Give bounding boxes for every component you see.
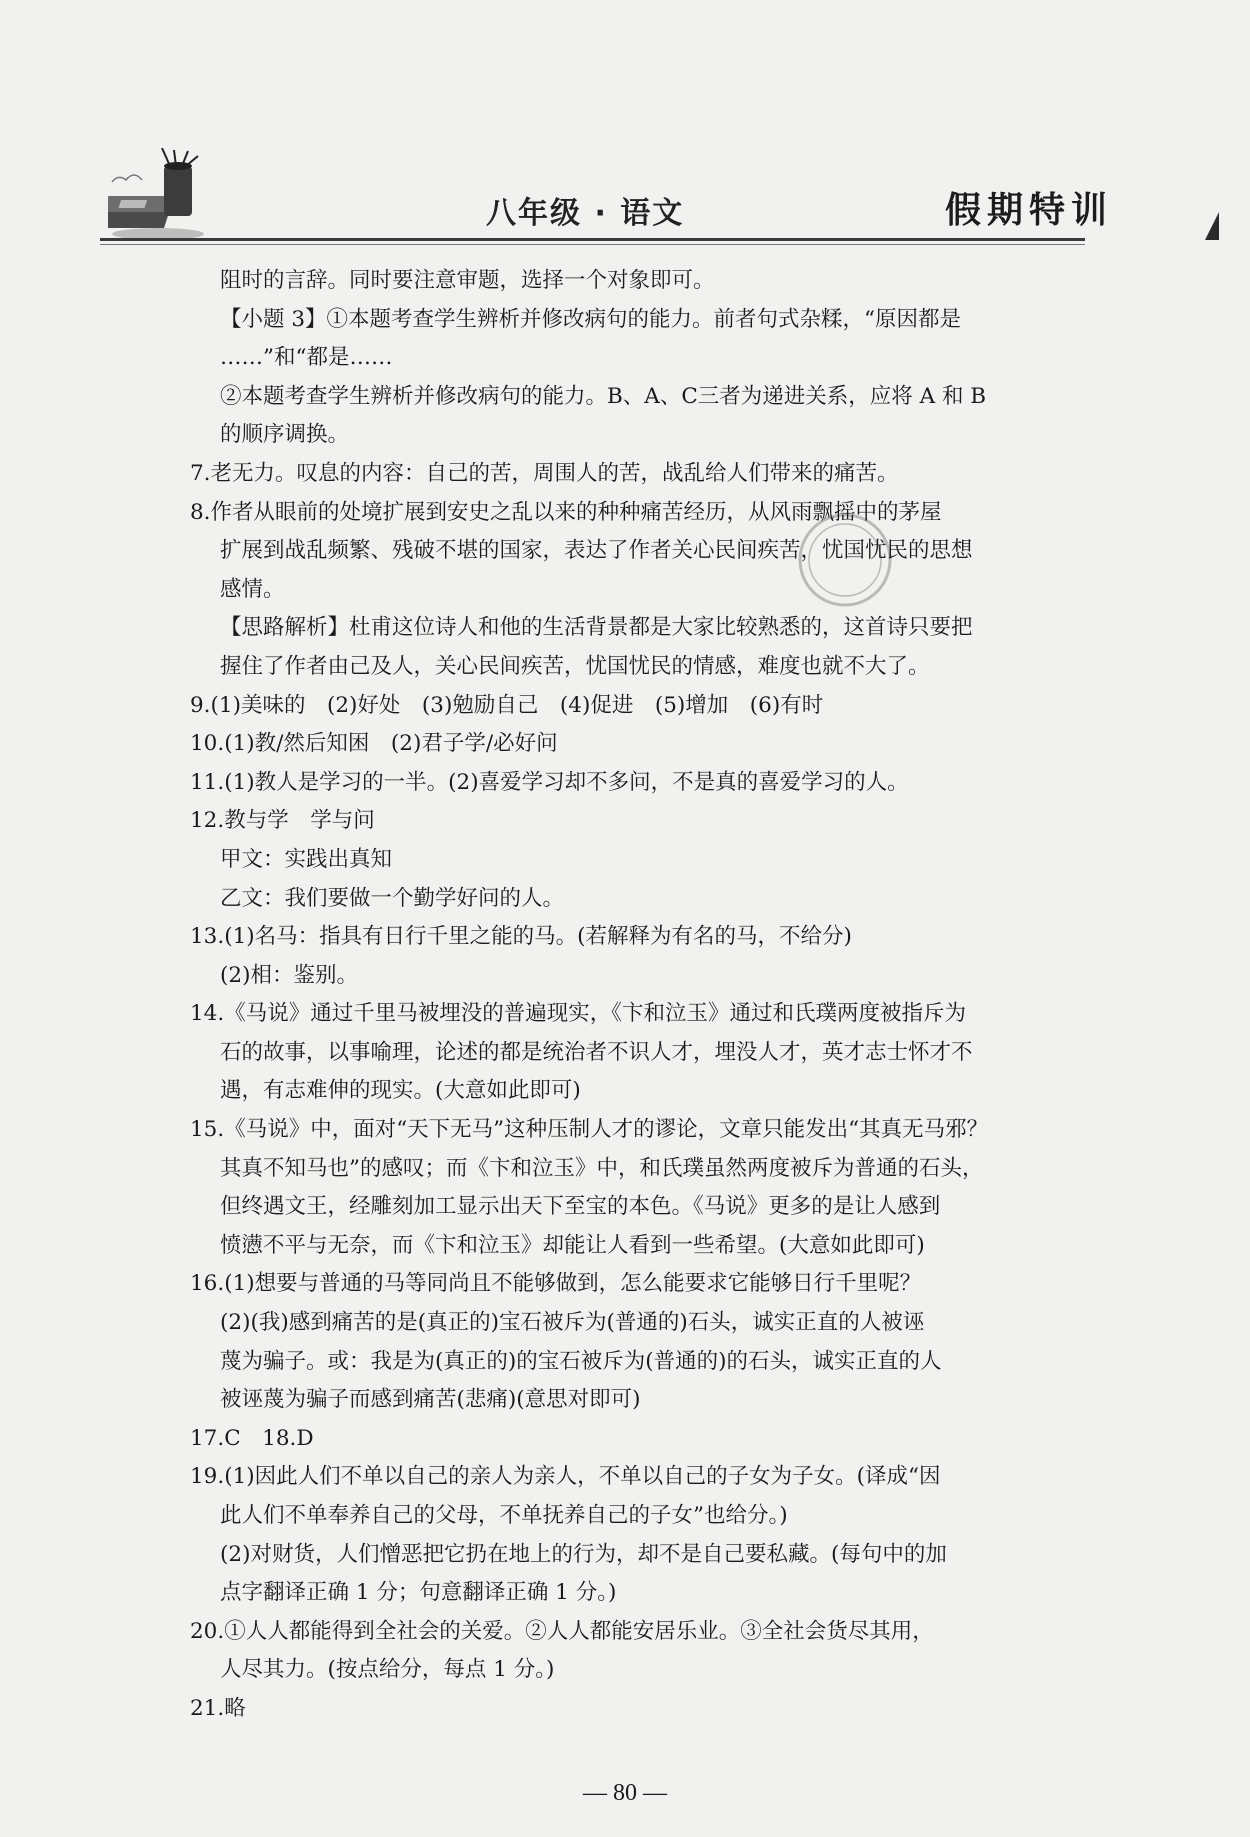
answer-line: 7.老无力。叹息的内容：自己的苦，周围人的苦，战乱给人们带来的痛苦。 (190, 460, 899, 486)
answer-line: 此人们不单奉养自己的父母，不单抚养自己的子女”也给分。) (220, 1503, 788, 1528)
answer-line: 15.《马说》中，面对“天下无马”这种压制人才的谬论，文章只能发出“其真无马邪？ (190, 1117, 989, 1143)
answer-line: (2)(我)感到痛苦的是(真正的)宝石被斥为(普通的)石头，诚实正直的人被诬 (220, 1310, 925, 1336)
series-title: 假期特训 (945, 190, 1114, 231)
books-and-brush-pot-logo (108, 148, 208, 243)
answer-line: 10.(1)教/然后知困 (2)君子学/必好问 (190, 731, 558, 757)
page-number: — 80 — (583, 1780, 667, 1806)
answer-line: 愤懑不平与无奈，而《卞和泣玉》却能让人看到一些希望。(大意如此即可) (220, 1232, 925, 1258)
answer-line: 其真不知马也”的感叹；而《卞和泣玉》中，和氏璞虽然两度被斥为普通的石头， (220, 1155, 984, 1181)
answer-line: 21.略 (190, 1695, 246, 1721)
corner-mark-icon (1205, 212, 1219, 240)
answer-line: 甲文：实践出真知 (220, 846, 393, 872)
answer-line: 16.(1)想要与普通的马等同尚且不能够做到，怎么能要求它能够日行千里呢？ (190, 1271, 922, 1297)
answer-line: 11.(1)教人是学习的一半。(2)喜爱学习却不多问，不是真的喜爱学习的人。 (190, 769, 909, 795)
answer-line: 阻时的言辞。同时要注意审题，选择一个对象即可。 (220, 268, 715, 293)
answer-line: 19.(1)因此人们不单以自己的亲人为亲人，不单以自己的子女为子女。(译成“因 (190, 1464, 941, 1490)
answer-line: 被诬蔑为骗子而感到痛苦(悲痛)(意思对即可) (220, 1387, 641, 1413)
answer-line: 13.(1)名马：指具有日行千里之能的马。(若解释为有名的马，不给分) (190, 924, 852, 950)
answer-line: 人尽其力。(按点给分，每点 1 分。) (220, 1657, 555, 1683)
answer-line: 【小题 3】①本题考查学生辨析并修改病句的能力。前者句式杂糅，“原因都是 (220, 306, 962, 332)
answer-line: 遇，有志难伸的现实。(大意如此即可) (220, 1078, 581, 1104)
header-divider (100, 238, 1085, 241)
page-header (0, 0, 1250, 260)
answer-line: ②本题考查学生辨析并修改病句的能力。B、A、C三者为递进关系，应将 A 和 B (220, 383, 987, 409)
answer-line: 乙文：我们要做一个勤学好问的人。 (220, 885, 565, 911)
answer-line: 握住了作者由己及人，关心民间疾苦，忧国忧民的情感，难度也就不大了。 (220, 653, 930, 679)
header-divider-thin (100, 244, 1085, 245)
answer-line: 蔑为骗子。或：我是为(真正的)的宝石被斥为(普通的)的石头，诚实正直的人 (220, 1348, 942, 1374)
answer-line: 8.作者从眼前的处境扩展到安史之乱以来的种种痛苦经历，从风雨飘摇中的茅屋 (190, 499, 942, 525)
answer-line: 扩展到战乱频繁、残破不堪的国家，表达了作者关心民间疾苦，忧国忧民的思想 (220, 538, 973, 564)
answer-line: (2)相：鉴别。 (220, 962, 358, 988)
answer-line: 的顺序调换。 (220, 422, 350, 448)
answer-line: 石的故事，以事喻理，论述的都是统治者不识人才，埋没人才，英才志士怀才不 (220, 1039, 973, 1065)
answer-line: (2)对财货，人们憎恶把它扔在地上的行为，却不是自己要私藏。(每句中的加 (220, 1541, 947, 1567)
answer-line: 【思路解析】杜甫这位诗人和他的生活背景都是大家比较熟悉的，这首诗只要把 (220, 615, 973, 641)
answer-line: 点字翻译正确 1 分；句意翻译正确 1 分。) (220, 1580, 617, 1606)
answer-line: ……”和“都是…… (220, 345, 393, 371)
answer-content (190, 262, 1070, 1729)
answer-line: 9.(1)美味的 (2)好处 (3)勉励自己 (4)促进 (5)增加 (6)有时 (190, 692, 824, 718)
answer-line: 感情。 (220, 576, 285, 602)
answer-line: 但终遇文王，经雕刻加工显示出天下至宝的本色。《马说》更多的是让人感到 (220, 1194, 941, 1220)
answer-line: 14.《马说》通过千里马被埋没的普遍现实，《卞和泣玉》通过和氏璞两度被指斥为 (190, 1001, 966, 1027)
answer-line: 12.教与学 学与问 (190, 808, 375, 834)
answer-line: 20.①人人都能得到全社会的关爱。②人人都能安居乐业。③全社会货尽其用， (190, 1618, 934, 1644)
answer-line: 17.C 18.D (190, 1425, 314, 1451)
grade-subject-title: 八年级 · 语文 (486, 196, 685, 231)
